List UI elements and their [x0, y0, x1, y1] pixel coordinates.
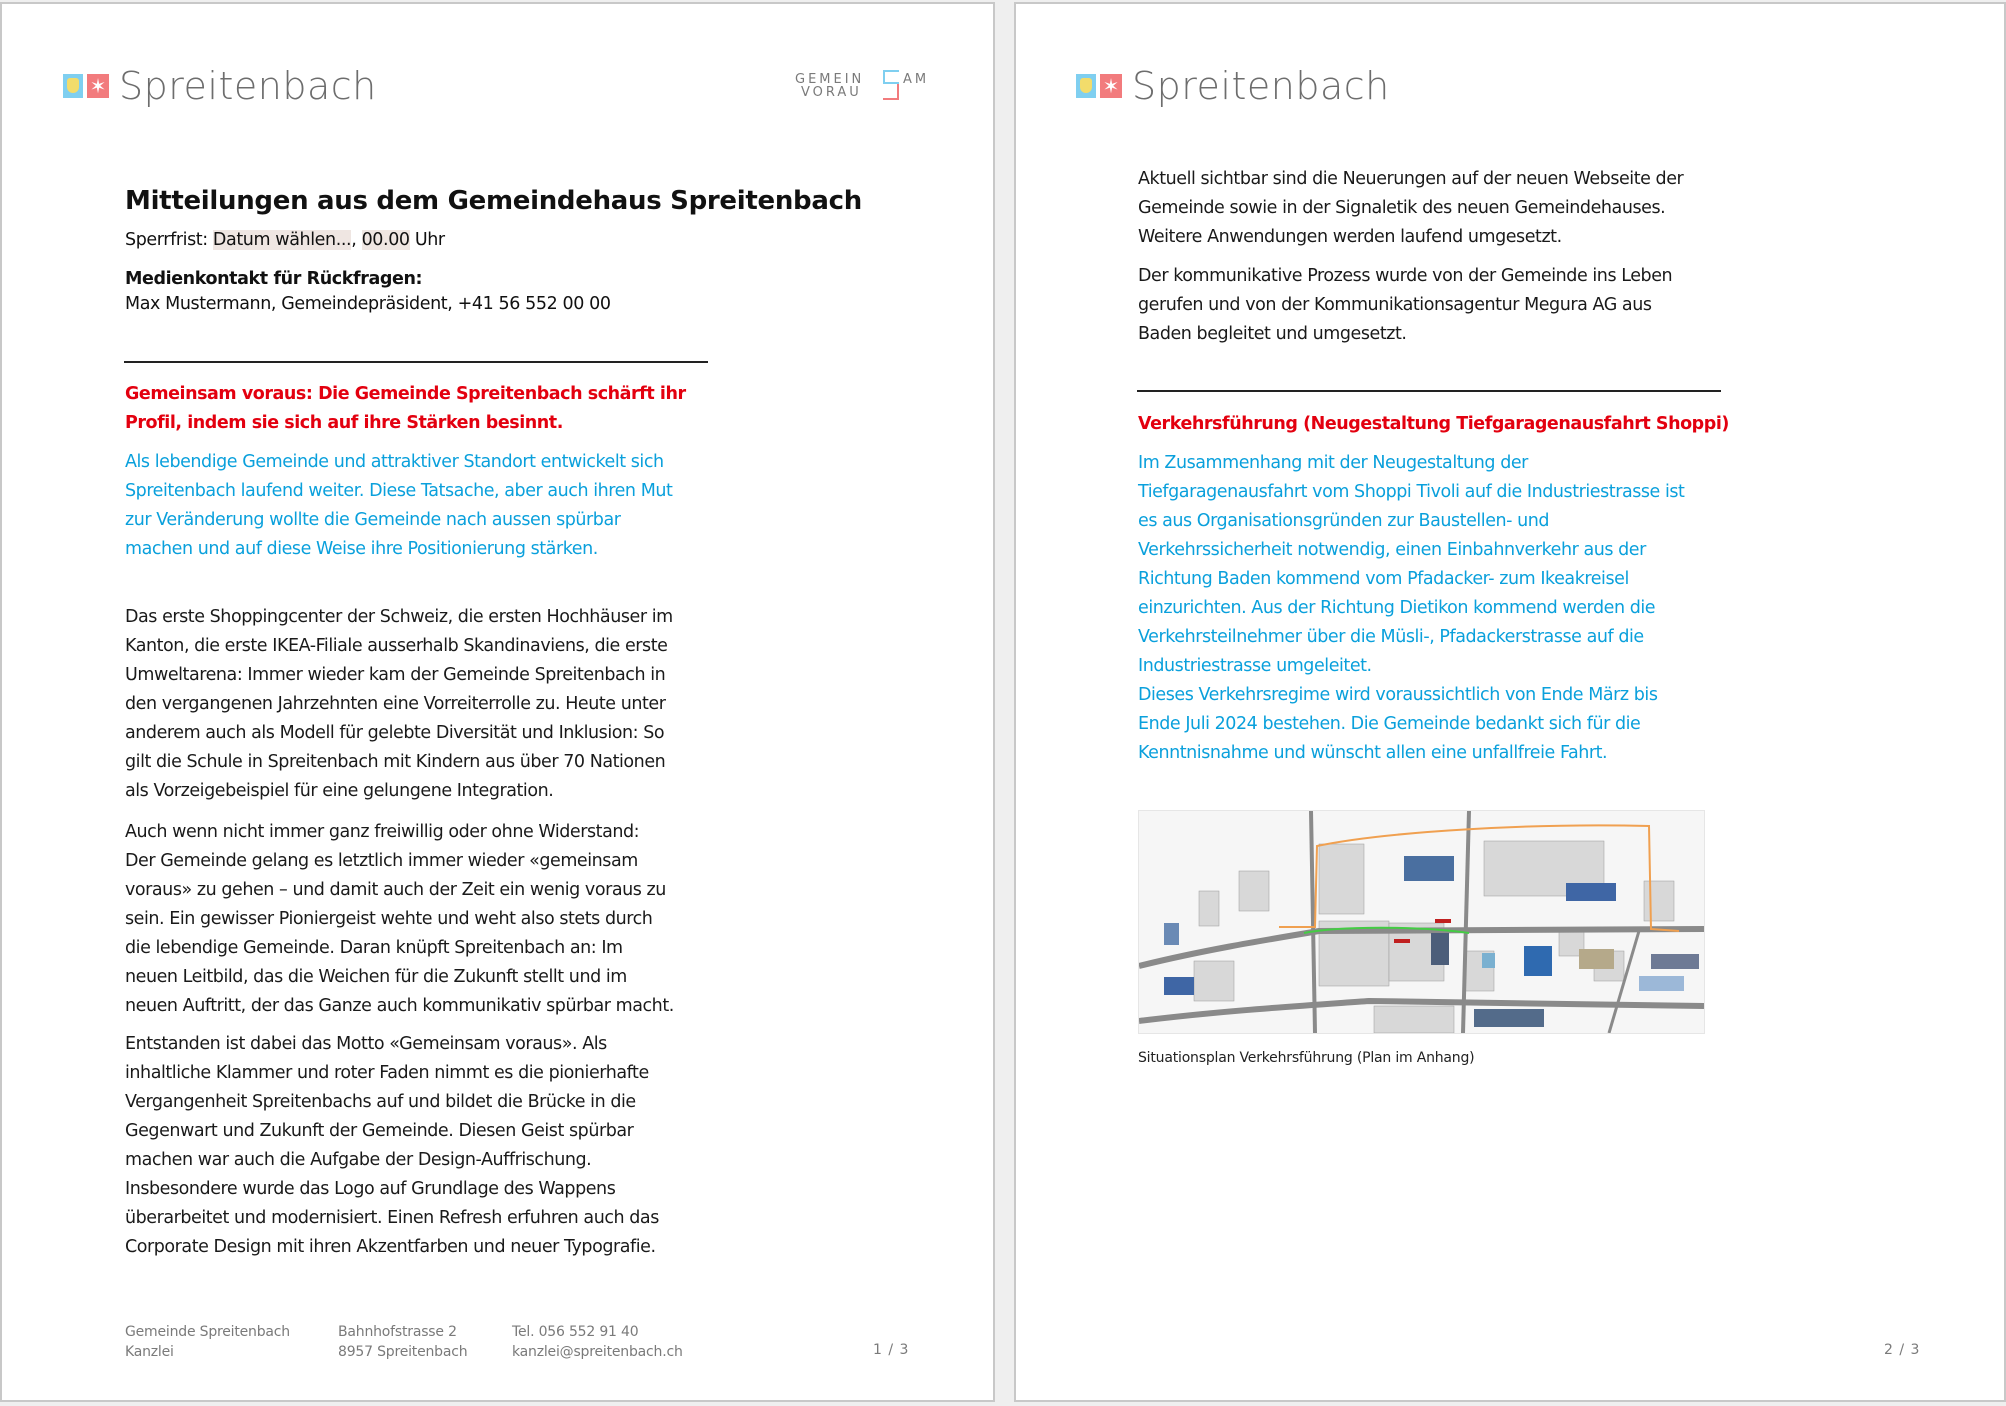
lead-line: es aus Organisationsgründen zur Baustellen- und — [1138, 511, 1550, 531]
map-sign-panel — [1431, 933, 1449, 965]
site-plan-map-drawing — [1139, 811, 1704, 1033]
body-line: Der kommunikative Prozess wurde von der Gemeinde ins Leben — [1138, 266, 1673, 286]
motto-line-1: GEMEIN — [795, 72, 865, 87]
lead-line: Verkehrsteilnehmer über die Müsli-, Pfadackerstrasse auf die — [1138, 627, 1644, 647]
body-line: Der Gemeinde gelang es letztlich immer wieder «gemeinsam — [125, 851, 638, 871]
body-paragraph-5 — [1138, 262, 1672, 349]
sperrfrist-suffix: Uhr — [409, 230, 445, 250]
map-sign-panel — [1474, 1009, 1544, 1027]
body-line: neuen Auftritt, der das Ganze auch kommunikativ spürbar macht. — [125, 996, 674, 1016]
media-contact-value: Max Mustermann, Gemeindepräsident, +41 56 552 00 00 — [125, 294, 611, 314]
star-icon: ✶ — [87, 74, 109, 98]
lead-line: Industriestrasse umgeleitet. — [1138, 656, 1372, 676]
footer-line: Gemeinde Spreitenbach — [125, 1324, 290, 1340]
map-building — [1239, 871, 1269, 911]
footer-line: Kanzlei — [125, 1344, 174, 1360]
footer-contact — [512, 1322, 683, 1362]
footer-organization — [125, 1322, 290, 1362]
footer-line: 8957 Spreitenbach — [338, 1344, 468, 1360]
map-building — [1199, 891, 1219, 926]
body-line: anderem auch als Modell für gelebte Diversität und Inklusion: So — [125, 723, 665, 743]
sperrfrist-separator: , — [351, 230, 362, 250]
body-line: inhaltliche Klammer und roter Faden nimmt es die pionierhafte — [125, 1063, 649, 1083]
brand-logo — [63, 64, 377, 108]
lead-line: Richtung Baden kommend vom Pfadacker- zum Ikeakreisel — [1138, 569, 1629, 589]
map-sign-panel — [1164, 923, 1179, 945]
body-line: Kanton, die erste IKEA-Filiale ausserhalb Skandinaviens, die erste — [125, 636, 668, 656]
date-picker-field[interactable]: Datum wählen... — [212, 230, 352, 250]
section-divider — [124, 361, 708, 363]
brand-name: Spreitenbach — [119, 64, 377, 108]
motto-line-2: VORAU — [801, 85, 862, 100]
body-line: Gegenwart und Zukunft der Gemeinde. Diesen Geist spürbar — [125, 1121, 634, 1141]
body-line: Gemeinde sowie in der Signaletik des neuen Gemeindehauses. — [1138, 198, 1666, 218]
map-caption: Situationsplan Verkehrsführung (Plan im Anhang) — [1138, 1050, 1475, 1066]
body-line: Insbesondere wurde das Logo auf Grundlage des Wappens — [125, 1179, 616, 1199]
body-line: Vergangenheit Spreitenbachs auf und bildet die Brücke in die — [125, 1092, 636, 1112]
media-contact-label: Medienkontakt für Rückfragen: — [125, 269, 423, 289]
body-line: als Vorzeigebeispiel für eine gelungene Integration. — [125, 781, 554, 801]
body-line: Umweltarena: Immer wieder kam der Gemeinde Spreitenbach in — [125, 665, 666, 685]
body-line: Aktuell sichtbar sind die Neuerungen auf der neuen Webseite der — [1138, 169, 1684, 189]
motto-s-upper-icon — [883, 70, 899, 84]
motto-suffix: AM — [903, 72, 930, 87]
body-paragraph-1 — [125, 603, 673, 806]
lead-line: Als lebendige Gemeinde und attraktiver Standort entwickelt sich — [125, 452, 664, 472]
map-sign-panel — [1651, 954, 1699, 969]
brand-name: Spreitenbach — [1132, 64, 1390, 108]
map-marker — [1435, 919, 1451, 923]
lead-line: Tiefgaragenausfahrt vom Shoppi Tivoli auf die Industriestrasse ist — [1138, 482, 1685, 502]
map-building — [1194, 961, 1234, 1001]
body-line: überarbeitet und modernisiert. Einen Refresh erfuhren auch das — [125, 1208, 659, 1228]
lead-line: Verkehrssicherheit notwendig, einen Einbahnverkehr aus der — [1138, 540, 1646, 560]
brand-logo — [1076, 64, 1390, 108]
motto-s-bottom-icon — [883, 98, 899, 100]
body-line: die lebendige Gemeinde. Daran knüpft Spreitenbach an: Im — [125, 938, 623, 958]
body-line: voraus» zu gehen – und damit auch der Zeit ein wenig voraus zu — [125, 880, 666, 900]
map-building — [1374, 1006, 1454, 1033]
star-icon: ✶ — [1100, 74, 1122, 98]
sperrfrist-line — [125, 230, 445, 250]
body-line: neuen Leitbild, das die Weichen für die Zukunft stellt und im — [125, 967, 627, 987]
map-sign-panel — [1639, 976, 1684, 991]
map-sign-panel — [1524, 946, 1552, 976]
site-plan-map-image — [1138, 810, 1705, 1034]
body-line: Baden begleitet und umgesetzt. — [1138, 324, 1407, 344]
lead-line: machen und auf diese Weise ihre Positionierung stärken. — [125, 539, 598, 559]
map-sign-panel — [1579, 949, 1614, 969]
lead-line: Dieses Verkehrsregime wird voraussichtlich von Ende März bis — [1138, 685, 1658, 705]
footer-email[interactable]: kanzlei@spreitenbach.ch — [512, 1344, 683, 1360]
coat-of-arms-icon — [1076, 74, 1096, 98]
map-sign-panel — [1164, 977, 1194, 995]
body-paragraph-2 — [125, 818, 674, 1021]
time-field[interactable]: 00.00 — [361, 230, 410, 250]
coat-of-arms-icon — [63, 74, 83, 98]
map-sign-panel — [1404, 856, 1454, 881]
footer-phone: Tel. 056 552 91 40 — [512, 1324, 639, 1340]
body-paragraph-4 — [1138, 165, 1683, 252]
section-divider — [1137, 390, 1721, 392]
page-number: 2 / 3 — [1884, 1342, 1921, 1358]
body-line: Corporate Design mit ihren Akzentfarben und neuer Typografie. — [125, 1237, 656, 1257]
body-paragraph-3 — [125, 1030, 659, 1262]
headline — [125, 380, 686, 438]
body-line: machen war auch die Aufgabe der Design-Auffrischung. — [125, 1150, 592, 1170]
map-building — [1319, 844, 1364, 914]
sperrfrist-label: Sperrfrist: — [125, 230, 213, 250]
lead-line: Kenntnisnahme und wünscht allen eine unfallfreie Fahrt. — [1138, 743, 1608, 763]
map-sign-panel — [1566, 883, 1616, 901]
body-line: Das erste Shoppingcenter der Schweiz, die ersten Hochhäuser im — [125, 607, 673, 627]
lead-line: Im Zusammenhang mit der Neugestaltung der — [1138, 453, 1528, 473]
map-marker — [1394, 939, 1410, 943]
heading-line: Verkehrsführung (Neugestaltung Tiefgaragenausfahrt Shoppi) — [1138, 414, 1729, 434]
body-line: Weitere Anwendungen werden laufend umgesetzt. — [1138, 227, 1562, 247]
lead-line: zur Veränderung wollte die Gemeinde nach aussen spürbar — [125, 510, 621, 530]
body-line: den vergangenen Jahrzehnten eine Vorreiterrolle zu. Heute unter — [125, 694, 666, 714]
map-building — [1644, 881, 1674, 921]
headline-line: Profil, indem sie sich auf ihre Stärken besinnt. — [125, 413, 563, 433]
body-line: Entstanden ist dabei das Motto «Gemeinsam voraus». Als — [125, 1034, 607, 1054]
body-line: gerufen und von der Kommunikationsagentur Megura AG aus — [1138, 295, 1652, 315]
headline-line: Gemeinsam voraus: Die Gemeinde Spreitenbach schärft ihr — [125, 384, 686, 404]
lead-paragraph — [125, 448, 672, 564]
page-number: 1 / 3 — [873, 1342, 910, 1358]
body-line: gilt die Schule in Spreitenbach mit Kindern aus über 70 Nationen — [125, 752, 666, 772]
map-sign-panel — [1482, 953, 1495, 968]
body-line: Auch wenn nicht immer ganz freiwillig oder ohne Widerstand: — [125, 822, 640, 842]
footer-line: Bahnhofstrasse 2 — [338, 1324, 457, 1340]
lead-line: Ende Juli 2024 bestehen. Die Gemeinde bedankt sich für die — [1138, 714, 1641, 734]
page-title: Mitteilungen aus dem Gemeindehaus Spreitenbach — [125, 186, 862, 216]
footer-address — [338, 1322, 467, 1362]
body-line: sein. Ein gewisser Pioniergeist wehte und weht also stets durch — [125, 909, 653, 929]
lead-line: einzurichten. Aus der Richtung Dietikon kommend werden die — [1138, 598, 1656, 618]
lead-line: Spreitenbach laufend weiter. Diese Tatsache, aber auch ihren Mut — [125, 481, 673, 501]
traffic-paragraph — [1138, 449, 1684, 768]
section-heading — [1138, 410, 1729, 439]
gemeinsam-voraus-logo — [795, 70, 935, 108]
